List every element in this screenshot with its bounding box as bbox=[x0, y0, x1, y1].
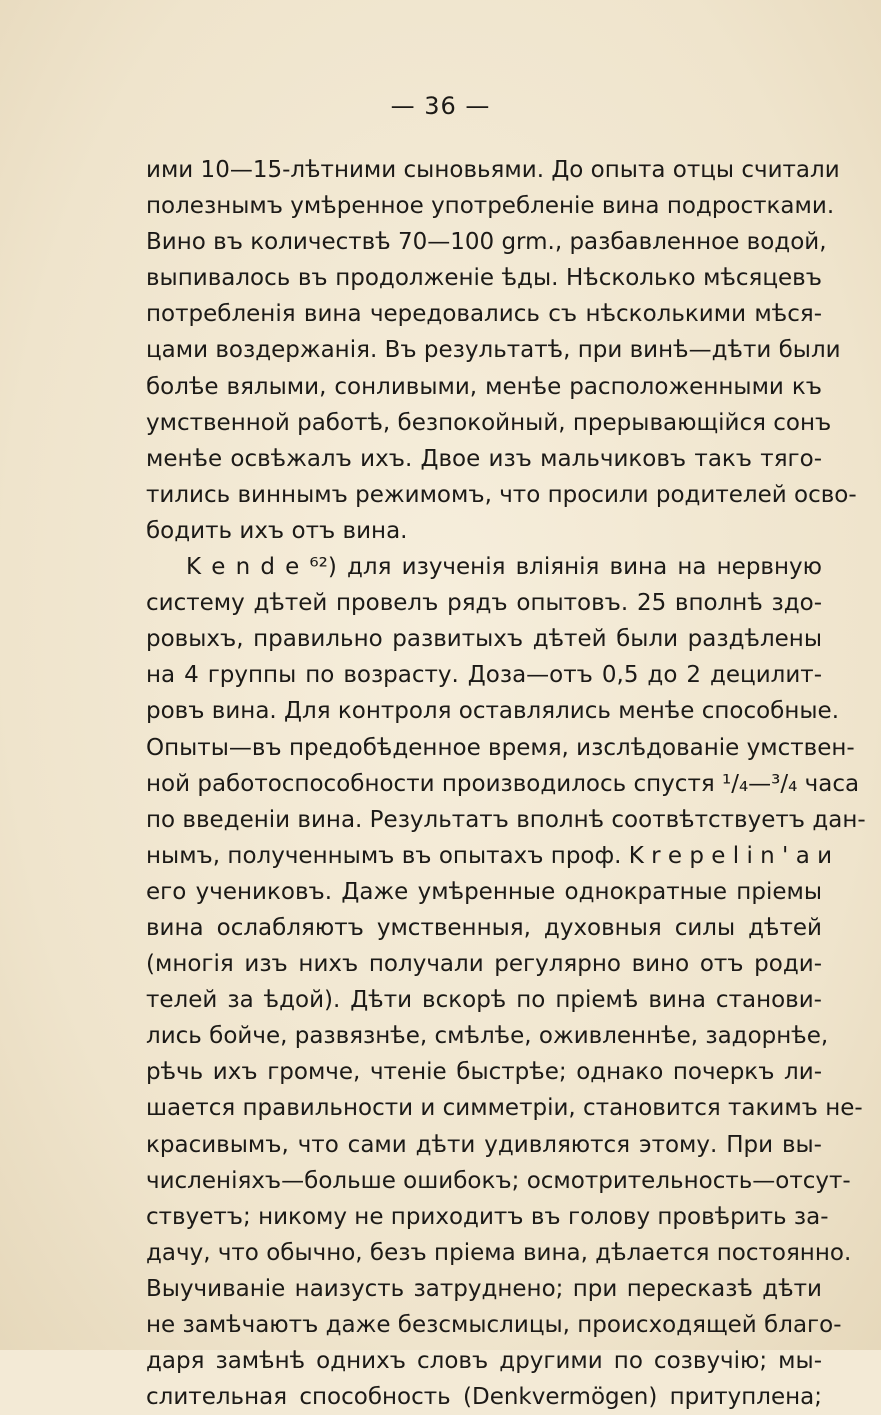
text-line: полезнымъ умѣренное употребленіе вина подростками. bbox=[146, 193, 835, 220]
text-line: цами воздержанія. Въ результатѣ, при винѣ—дѣти были bbox=[146, 337, 841, 364]
text-line: тились виннымъ режимомъ, что просили родителей осво- bbox=[146, 481, 857, 508]
text-line: болѣе вялыми, сонливыми, менѣе расположенными къ bbox=[146, 373, 822, 400]
text-line: телей за ѣдой). Дѣти вскорѣ по пріемѣ вина станови- bbox=[146, 987, 822, 1014]
text-line: умственной работѣ, безпокойный, прерывающійся сонъ bbox=[146, 409, 832, 436]
text-line: выпивалось въ продолженіе ѣды. Нѣсколько мѣсяцевъ bbox=[146, 265, 822, 292]
text-line: его учениковъ. Даже умѣренные однократные пріемы bbox=[146, 878, 822, 905]
text-line: ровыхъ, правильно развитыхъ дѣтей были раздѣлены bbox=[146, 626, 822, 653]
text-line: вина ослабляютъ умственныя, духовныя силы дѣтей bbox=[146, 914, 822, 941]
body-text bbox=[146, 152, 866, 1415]
page-number: — 36 — bbox=[390, 92, 491, 120]
text-line: рѣчь ихъ громче, чтеніе быстрѣе; однако почеркъ ли- bbox=[146, 1059, 822, 1086]
text-line: (многія изъ нихъ получали регулярно вино отъ роди- bbox=[146, 951, 822, 978]
text-line: даря замѣнѣ однихъ словъ другими по созвучію; мы- bbox=[146, 1348, 822, 1375]
text-line: ствуетъ; никому не приходитъ въ голову провѣрить за- bbox=[146, 1203, 829, 1230]
text-line: Вино въ количествѣ 70—100 grm., разбавленное водой, bbox=[146, 229, 827, 256]
text-line: потребленія вина чередовались съ нѣсколькими мѣся- bbox=[146, 301, 822, 328]
text-line: менѣе освѣжалъ ихъ. Двое изъ мальчиковъ такъ тяго- bbox=[146, 445, 822, 472]
text-line: не замѣчаютъ даже безсмыслицы, происходящей благо- bbox=[146, 1312, 842, 1338]
text-line: нымъ, полученнымъ въ опытахъ проф. K r e p e l i n ' а и bbox=[146, 842, 833, 869]
text-line-paragraph-end: бодить ихъ отъ вина. bbox=[146, 517, 408, 544]
text-line: лись бойче, развязнѣе, смѣлѣе, оживленнѣе, задорнѣе, bbox=[146, 1023, 829, 1050]
text-line: ими 10—15-лѣтними сыновьями. До опыта отцы считали bbox=[146, 157, 840, 183]
text-line: ной работоспособности производилось спустя ¹/₄—³/₄ часа bbox=[146, 770, 860, 797]
text-line: Опыты—въ предобѣденное время, изслѣдованіе умствен- bbox=[146, 734, 855, 761]
text-line-paragraph-start: K e n d e ⁶²) для изученія вліянія вина на нервную bbox=[186, 554, 822, 581]
text-line: Выучиваніе наизусть затруднено; при пересказѣ дѣти bbox=[146, 1275, 822, 1302]
text-line: ровъ вина. Для контроля оставлялись менѣе способные. bbox=[146, 698, 840, 725]
text-line: систему дѣтей провелъ рядъ опытовъ. 25 вполнѣ здо- bbox=[146, 590, 822, 617]
text-line: численіяхъ—больше ошибокъ; осмотрительность—отсут- bbox=[146, 1167, 851, 1194]
text-line: шается правильности и симметріи, становится такимъ не- bbox=[146, 1095, 863, 1122]
text-line: слительная способность (Denkvermögen) притуплена; bbox=[146, 1384, 822, 1411]
text-line: красивымъ, что сами дѣти удивляются этому. При вы- bbox=[146, 1131, 822, 1158]
text-line: по введеніи вина. Результатъ вполнѣ соотвѣтствуетъ дан- bbox=[146, 806, 866, 833]
text-line: дачу, что обычно, безъ пріема вина, дѣлается постоянно. bbox=[146, 1239, 852, 1266]
text-line: на 4 группы по возрасту. Доза—отъ 0,5 до 2 децилит- bbox=[146, 662, 822, 689]
